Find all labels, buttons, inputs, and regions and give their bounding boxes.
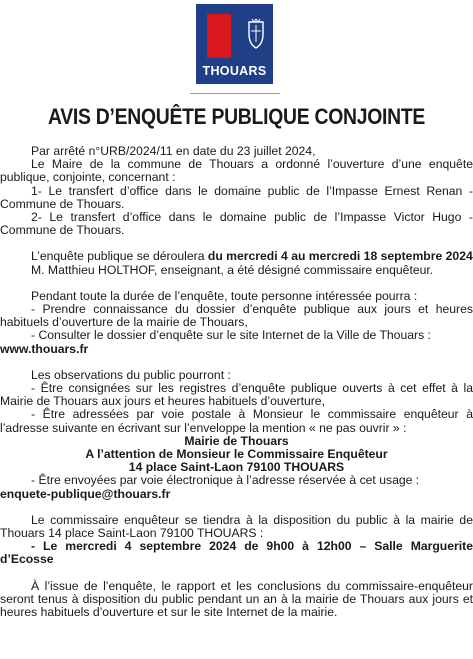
permanence-line: - Le mercredi 4 septembre 2024 de 9h00 à 12h00 – Salle Marguerite d’Ecosse bbox=[0, 539, 473, 567]
address-line: Mairie de Thouars bbox=[184, 433, 289, 448]
list-item: 2- Le transfert d’office dans le domaine public de l’Impasse Victor Hugo - Commune de Thouars. bbox=[0, 210, 473, 238]
list-item: - Être consignées sur les registres d’enquête publique ouverts à cet effet à la Mairie de Thouars aux jours et heures habituels d’ouverture, bbox=[0, 381, 473, 409]
list-item: - Être envoyées par voie électronique à l’adresse réservée à cet usage : bbox=[31, 473, 420, 488]
email-link[interactable]: enquete-publique@thouars.fr bbox=[0, 486, 171, 501]
decree-text: Le Maire de la commune de Thouars a ordonné l’ouverture d’une enquête publique, conjointe, concernant : bbox=[0, 157, 473, 185]
address-line: A l’attention de Monsieur le Commissaire Enquêteur bbox=[85, 447, 388, 462]
list-item: - Prendre connaissance du dossier d’enquête publique aux jours et heures habituels d’ouverture de la mairie de Thouars, bbox=[0, 302, 473, 330]
logo-red-block bbox=[207, 14, 231, 58]
observations-intro: Les observations du public pourront : bbox=[31, 367, 231, 382]
permanence-intro: Le commissaire enquêteur se tiendra à la disposition du public à la mairie de Thouars 14 place Saint-Laon 79100 THOUARS : bbox=[0, 512, 473, 541]
list-item: - Consulter le dossier d’enquête sur le site Internet de la Ville de Thouars : bbox=[31, 328, 431, 343]
enquiry-dates: du mercredi 4 au mercredi 18 septembre 2024 bbox=[207, 249, 473, 264]
dates-line bbox=[0, 250, 473, 263]
list-item: - Être adressées par voie postale à Monsieur le commissaire enquêteur à l’adresse suivante en écrivant sur l’enveloppe la mention « ne pas ouvrir » : bbox=[0, 407, 473, 435]
coat-of-arms-icon bbox=[246, 18, 266, 50]
consult-intro: Pendant toute la durée de l’enquête, toute personne intéressée pourra : bbox=[31, 288, 418, 303]
list-item: 1- Le transfert d’office dans le domaine public de l’Impasse Ernest Renan - Commune de Thouars. bbox=[0, 183, 473, 211]
notice-body bbox=[0, 145, 473, 619]
dates-intro: L’enquête publique se déroulera bbox=[31, 249, 208, 264]
logo-text: THOUARS bbox=[202, 64, 267, 78]
address-line: 14 place Saint-Laon 79100 THOUARS bbox=[128, 460, 345, 475]
decree-line: Par arrêté n°URB/2024/11 en date du 23 juillet 2024, bbox=[31, 144, 316, 158]
closing-paragraph: À l’issue de l’enquête, le rapport et les conclusions du commissaire-enquêteur seront tenus à disposition du public pendant un an à la mairie de Thouars aux jours et heures habituels d’ouverture et sur le site Internet de la mairie. bbox=[0, 578, 473, 620]
divider bbox=[190, 93, 280, 94]
website-link[interactable]: www.thouars.fr bbox=[0, 341, 89, 356]
thouars-logo bbox=[196, 4, 273, 84]
commissioner-line: M. Matthieu HOLTHOF, enseignant, a été désigné commissaire enquêteur. bbox=[31, 262, 434, 277]
page-title: AVIS D’ENQUÊTE PUBLIQUE CONJOINTE bbox=[47, 104, 426, 129]
